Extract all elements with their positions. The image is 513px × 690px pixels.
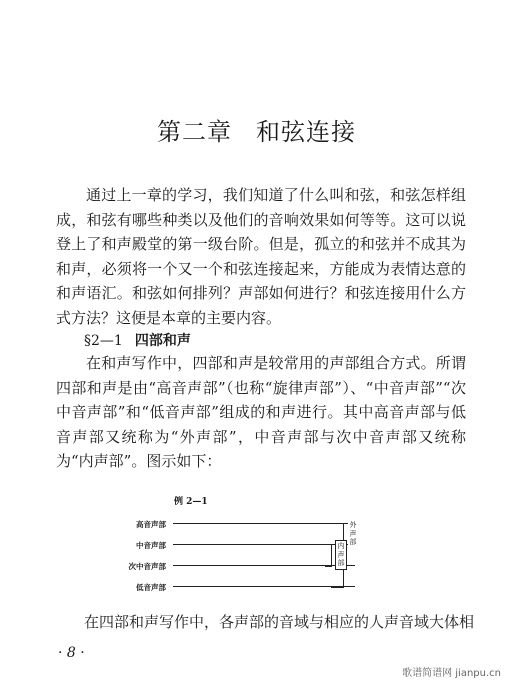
chapter-number: 第二章 [157, 118, 232, 146]
page-number: · 8 · [58, 645, 85, 661]
section-heading [84, 330, 191, 350]
outer-voice-text [348, 521, 358, 547]
vertical-char: 部 [337, 559, 345, 567]
vertical-char: 内 [337, 542, 345, 550]
inner-voice-text [336, 542, 346, 568]
chapter-name: 和弦连接 [256, 118, 356, 146]
site-watermark: 歌谱简谱网 jianpu.cn [402, 668, 501, 679]
figure-label: 例 2—1 [174, 497, 208, 507]
staff-line-soprano [173, 523, 355, 524]
four-part-diagram [118, 496, 378, 596]
chapter-title [0, 112, 513, 147]
section-paragraph: 在和声写作中，四部和声是较常用的声部组合方式。所谓四部和声是由“高音声部”（也称“旋律声部”）、“中音声部”“次中音声部”和“低音声部”组成的和声进行。其中高音声部与低音声部又统称为“外声部”，中音声部与次中音声部又统称为“内声部”。图示如下： [56, 354, 466, 470]
outer-voice-label [348, 520, 358, 548]
vertical-char: 声 [349, 529, 357, 538]
intro-paragraph: 通过上一章的学习，我们知道了什么叫和弦，和弦怎样组成，和弦有哪些种类以及他们的音响效果如何等等。这可以说登上了和声殿堂的第一级台阶。但是，孤立的和弦并不成其为和声，必须将一个又一个和弦连接起来，方能成为表情达意的和声语汇。和弦如何排列？声部如何进行？和弦连接用什么方式方法？这便是本章的主要内容。 [56, 186, 466, 327]
voice-label-soprano: 高音声部 [136, 520, 166, 529]
vertical-char: 声 [337, 550, 345, 559]
vertical-char: 部 [349, 538, 357, 546]
voice-label-alto: 中音声部 [136, 541, 166, 550]
voice-label-bass: 低音声部 [136, 583, 166, 592]
voice-label-tenor: 次中音声部 [128, 562, 166, 571]
staff-line-bass [173, 586, 355, 587]
vertical-char: 外 [349, 521, 357, 529]
inner-voice-label [335, 540, 347, 570]
section-title: 四部和声 [134, 333, 191, 349]
section-number: §2—1 [84, 333, 123, 349]
bottom-paragraph: 在四部和声写作中，各声部的音域与相应的人声音域大体相 [84, 613, 475, 631]
